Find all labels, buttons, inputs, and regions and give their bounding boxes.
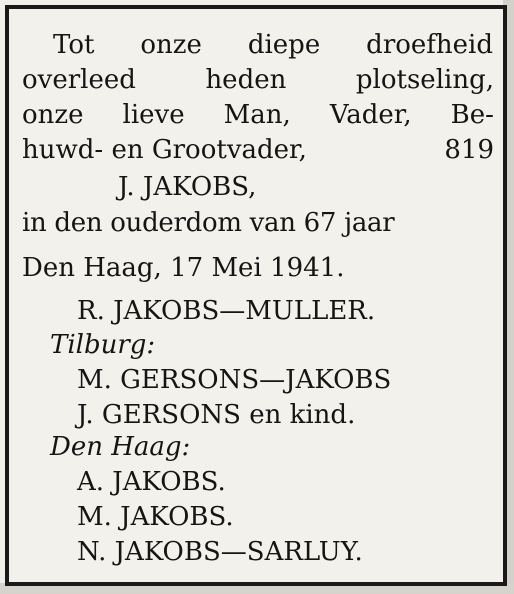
den-haag-family-2: M. JAKOBS.: [77, 502, 234, 532]
place-date: Den Haag, 17 Mei 1941.: [22, 253, 345, 283]
word: Vader,: [329, 100, 412, 130]
notice-line-1: [53, 30, 493, 60]
word: Grootvader,: [151, 135, 307, 165]
word: onze: [140, 30, 202, 60]
word: lieve: [122, 100, 185, 130]
word: en: [111, 135, 144, 165]
notice-line-4: [22, 135, 494, 165]
word: droefheid: [366, 30, 493, 60]
notice-line-2: [22, 65, 494, 95]
word: Man,: [223, 100, 291, 130]
widow-name: R. JAKOBS—MULLER.: [77, 296, 376, 326]
word: heden: [205, 65, 287, 95]
word: plotseling,: [355, 65, 494, 95]
word: diepe: [247, 30, 321, 60]
den-haag-family-3: N. JAKOBS—SARLUY.: [77, 537, 363, 567]
word: onze: [22, 100, 84, 130]
age-line: in den ouderdom van 67 jaar: [22, 208, 395, 238]
tilburg-family-1: M. GERSONS—JAKOBS: [77, 365, 392, 395]
ad-number: 819: [444, 135, 494, 165]
tilburg-heading: Tilburg:: [50, 330, 156, 360]
den-haag-heading: Den Haag:: [50, 432, 191, 462]
word: Be-: [450, 100, 494, 130]
tilburg-family-2: J. GERSONS en kind.: [77, 400, 356, 430]
den-haag-family-1: A. JAKOBS.: [77, 467, 226, 497]
word: overleed: [22, 65, 136, 95]
notice-line-3: [22, 100, 494, 130]
deceased-name: J. JAKOBS,: [118, 172, 257, 202]
word: huwd-: [22, 135, 104, 165]
word: Tot: [53, 30, 95, 60]
